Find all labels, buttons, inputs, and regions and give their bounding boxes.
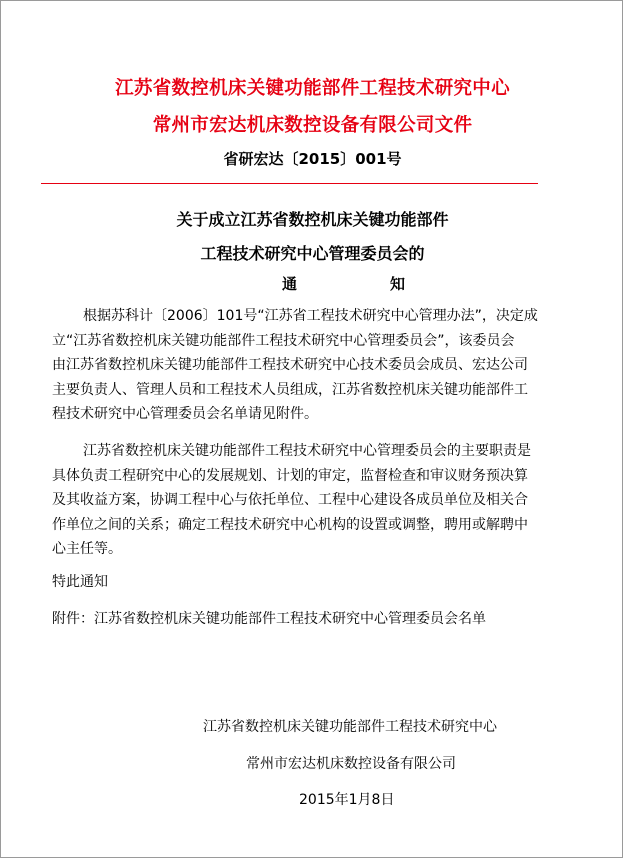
paragraph-line: 由江苏省数控机床关键功能部件工程技术研究中心技术委员会成员、宏达公司 (52, 357, 528, 373)
attachment-text: 附件：江苏省数控机床关键功能部件工程技术研究中心管理委员会名单 (52, 611, 486, 627)
issuer-org-name-1: 江苏省数控机床关键功能部件工程技术研究中心 (115, 78, 510, 99)
paragraph-line: 具体负责工程研究中心的发展规划、计划的审定，监督检查和审议财务预决算 (52, 467, 528, 484)
paragraph-line: 程技术研究中心管理委员会名单请见附件。 (52, 406, 318, 422)
notice-heading-char-2: 知 (389, 275, 405, 293)
body-paragraph-1 (52, 304, 577, 427)
attachment-line (52, 607, 577, 632)
red-divider-line (41, 183, 538, 184)
body-paragraph-2 (52, 439, 577, 562)
paragraph-line: 心主任等。 (52, 541, 122, 557)
notice-heading-char-1: 通 (282, 275, 298, 293)
signature-org-2: 常州市宏达机床数控设备有限公司 (246, 756, 456, 772)
paragraph-line: 作单位之间的关系；确定工程技术研究中心机构的设置或调整，聘用或解聘中 (52, 516, 528, 533)
document-number: 省研宏达〔2015〕001号 (223, 150, 402, 168)
paragraph-line: 江苏省数控机床关键功能部件工程技术研究中心管理委员会的主要职责是 (83, 443, 531, 459)
document-title-line-2: 工程技术研究中心管理委员会的 (200, 244, 425, 263)
paragraph-line: 根据苏科计〔2006〕101号“江苏省工程技术研究中心管理办法”，决定成 (83, 308, 538, 324)
signature-org-1: 江苏省数控机床关键功能部件工程技术研究中心 (203, 719, 497, 735)
paragraph-line: 主要负责人、管理人员和工程技术人员组成，江苏省数控机床关键功能部件工 (52, 381, 528, 398)
closing-text: 特此通知 (52, 574, 108, 590)
notice-heading (282, 273, 405, 294)
issuer-org-name-2: 常州市宏达机床数控设备有限公司文件 (152, 115, 473, 136)
closing-line (52, 570, 577, 595)
paragraph-line: 及其收益方案，协调工程中心与依托单位、工程中心建设各成员单位及相关合 (52, 492, 528, 508)
signature-date: 2015年1月8日 (299, 792, 395, 808)
paragraph-line: 立“江苏省数控机床关键功能部件工程技术研究中心管理委员会”，该委员会 (52, 332, 515, 349)
document-title-line-1: 关于成立江苏省数控机床关键功能部件 (176, 210, 449, 229)
